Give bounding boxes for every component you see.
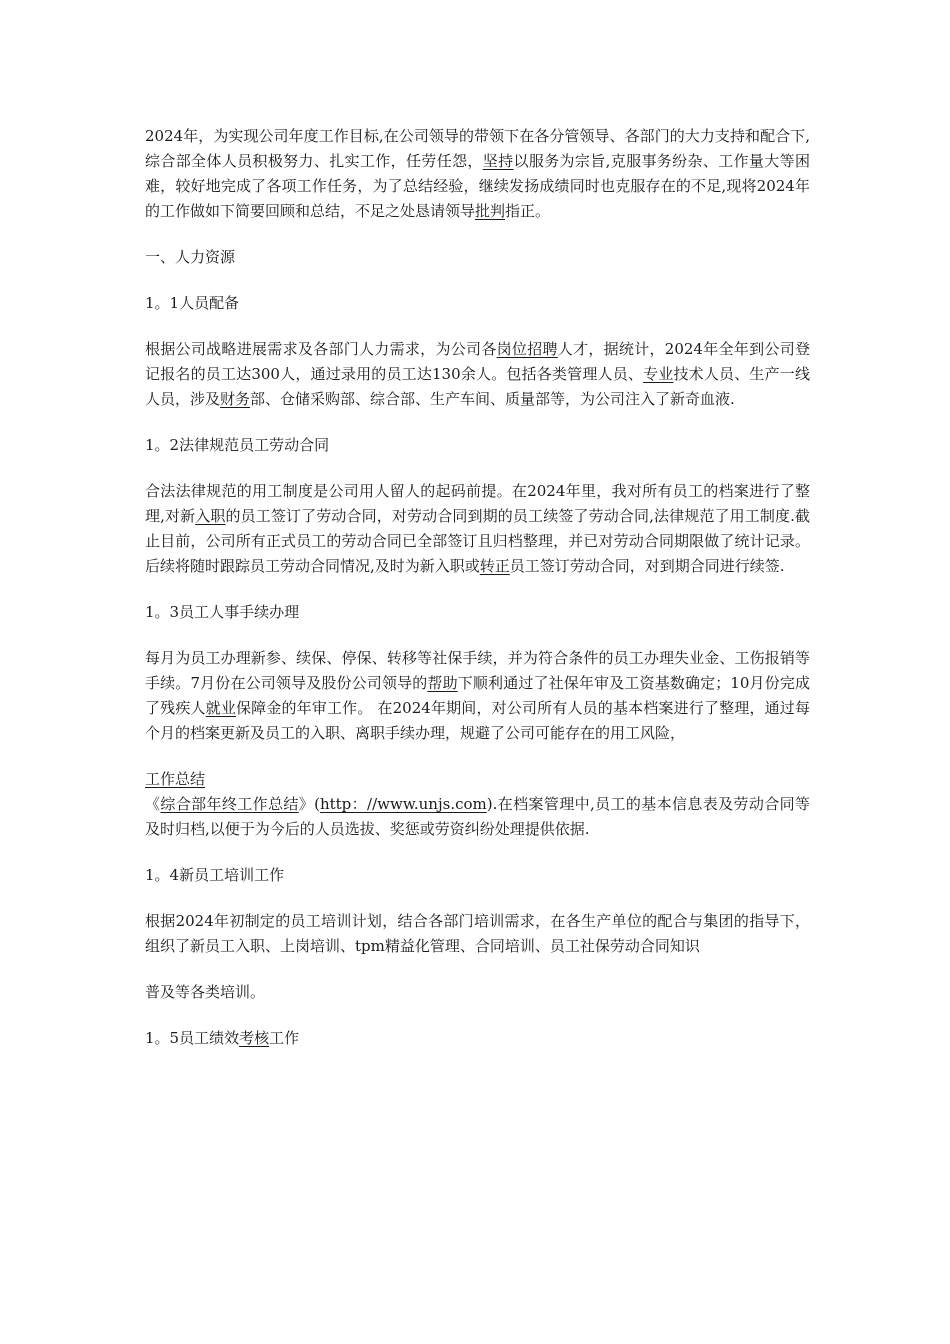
keyword-link[interactable]: 专业 [643,365,674,383]
paragraph-text: 部、仓储采购部、综合部、生产车间、质量部等，为公司注入了新奇血液. [250,390,735,408]
bracket-text: 《 [145,795,161,813]
heading-text: 1。5员工绩效 [145,1029,240,1047]
paragraph-text: 根据公司战略进展需求及各部门人力需求，为公司各 [145,340,497,358]
intro-text: 2024年，为实现公司年度工作目标,在公司领导的带领下在各分管领导、各部门的大力支持和配合下,综合部全体人员积极努力、扎实工作，任劳任怨， [145,127,810,170]
work-summary-link[interactable]: 工作总结 [145,770,206,788]
heading-text: 工作 [269,1029,300,1047]
keyword-link[interactable]: 转正 [479,557,510,575]
training-paragraph: 根据2024年初制定的员工培训计划，结合各部门培训需求，在各生产单位的配合与集团的指导下，组织了新员工入职、上岗培训、tpm精益化管理、合同培训、员工社保劳动合同知识 [145,912,810,955]
subsection-heading: 1。2法律规范员工劳动合同 [145,436,330,454]
paragraph-text: 的员工签订了劳动合同，对劳动合同到期的员工续签了劳动合同,法律规范了用工制度.截止目前，公司所有正式员工的劳动合同已全部签订且归档整理，并已对劳动合同期限做了统计记录。后续将随时跟踪员工劳动合同情况,及时为新入职或 [145,507,810,575]
training-paragraph-continued: 普及等各类培训。 [145,983,266,1001]
intro-paragraph [145,124,810,224]
keyword-link[interactable]: 坚持 [482,152,514,170]
staffing-paragraph [145,337,810,412]
keyword-link[interactable]: 就业 [205,699,237,717]
subsection-heading [145,1026,810,1051]
paragraph-text: 合法法律规范的用工制度是公司用人留人的起码前提。在2024年里，我对所有员工的档案进行了整理,对新 [145,482,810,525]
url-link[interactable]: http：//www.unjs.com [319,795,487,813]
bracket-text: 》( [298,795,320,813]
intro-text: 以服务为宗旨,克服事务纷杂、工作量大等困难，较好地完成了各项工作任务，为了总结经验，继续发扬成绩同时也克服存在的不足,现将2024年的工作做如下简要回顾和总结，不足之处恳请领导 [145,152,810,220]
keyword-link[interactable]: 财务 [220,390,251,408]
paragraph-text: 保障金的年审工作。 在2024年期间，对公司所有人员的基本档案进行了整理，通过每个月的档案更新及员工的入职、离职手续办理，规避了公司可能存在的用工风险， [145,699,810,742]
section-heading: 一、人力资源 [145,248,236,266]
reference-label[interactable] [145,767,810,792]
intro-text: 指正。 [505,202,551,220]
keyword-link[interactable]: 岗位招聘 [496,340,558,358]
paragraph-text: 技术人员、生产一线人员，涉及 [145,365,810,408]
keyword-link[interactable]: 帮助 [427,674,458,692]
keyword-link[interactable]: 入职 [195,507,226,525]
paragraph-text: 员工签订劳动合同，对到期合同进行续签. [509,557,785,575]
reference-paragraph [145,792,810,842]
subsection-heading: 1。4新员工培训工作 [145,866,285,884]
keyword-link[interactable]: 批判 [475,202,506,220]
subsection-heading: 1。3员工人事手续办理 [145,603,300,621]
personnel-paragraph [145,646,810,746]
paragraph-text: 下顺利通过了社保年审及工资基数确定；10月份完成了残疾人 [145,674,810,717]
subsection-heading: 1。1人员配备 [145,294,240,312]
paragraph-text: 每月为员工办理新参、续保、停保、转移等社保手续，并为符合条件的员工办理失业金、工伤报销等手续。7月份在公司领导及股份公司领导的 [145,649,810,692]
keyword-link[interactable]: 考核 [239,1029,270,1047]
document-body [145,124,810,1072]
paragraph-text: ).在档案管理中,员工的基本信息表及劳动合同等及时归档,以便于为今后的人员选拔、奖惩或劳资纠纷处理提供依据. [145,795,810,838]
paragraph-text: 人才，据统计，2024年全年到公司登记报名的员工达300人，通过录用的员工达130余人。包括各类管理人员、 [145,340,810,383]
article-title-link[interactable]: 综合部年终工作总结 [160,795,299,813]
contract-paragraph [145,479,810,579]
